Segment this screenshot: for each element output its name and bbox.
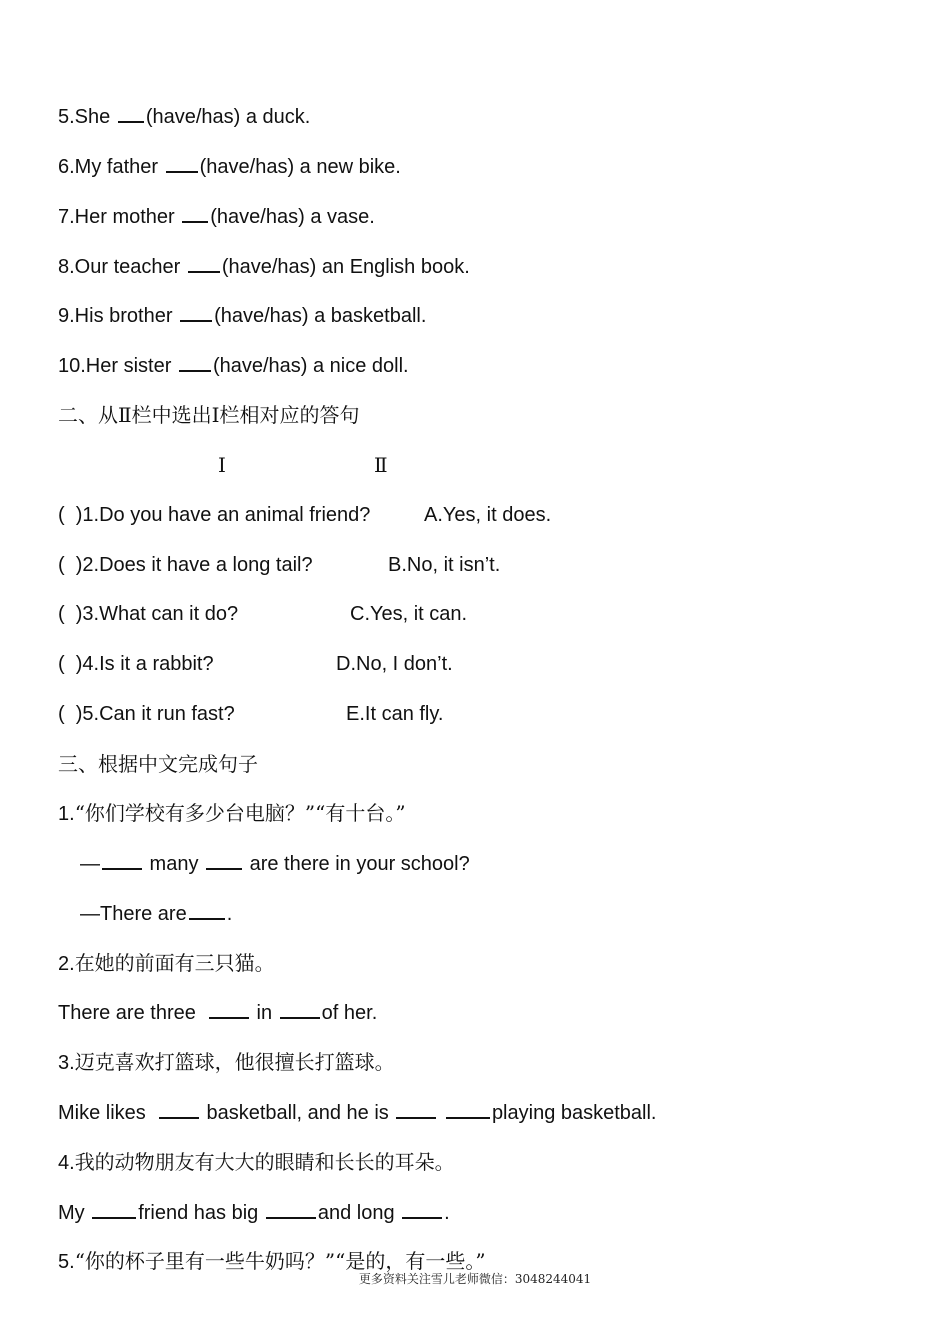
- answer-blank[interactable]: [166, 153, 198, 173]
- match-question: ( )2.Does it have a long tail?: [58, 554, 313, 576]
- exercise-line: 7.Her mother (have/has) a vase.: [58, 203, 375, 230]
- answer-line: Mike likes basketball, and he is playing basketball.: [58, 1099, 657, 1126]
- answer-line: —There are .: [80, 900, 232, 927]
- answer-blank[interactable]: [209, 999, 249, 1019]
- exercise-line: 8.Our teacher (have/has) an English book.: [58, 253, 470, 280]
- match-question: ( )5.Can it run fast?: [58, 703, 235, 725]
- exercise-line: 5.She (have/has) a duck.: [58, 103, 310, 130]
- answer-blank[interactable]: [206, 850, 242, 870]
- question-cn: 1.“你们学校有多少台电脑？”“有十台。”: [58, 801, 406, 825]
- answer-blank[interactable]: [179, 352, 211, 372]
- exercise-line: 10.Her sister (have/has) a nice doll.: [58, 352, 409, 379]
- exercise-line: 9.His brother (have/has) a basketball.: [58, 302, 426, 329]
- answer-blank[interactable]: [280, 999, 320, 1019]
- answer-line: There are three in of her.: [58, 999, 377, 1026]
- match-answer: B.No, it isn’t.: [388, 554, 501, 576]
- answer-blank[interactable]: [189, 900, 225, 920]
- question-cn: 3.迈克喜欢打篮球，他很擅长打篮球。: [58, 1050, 395, 1074]
- answer-line: — many are there in your school?: [80, 850, 470, 877]
- answer-blank[interactable]: [118, 103, 144, 123]
- match-answer: C.Yes, it can.: [350, 603, 468, 625]
- match-question: ( )3.What can it do?: [58, 603, 239, 625]
- answer-blank[interactable]: [188, 253, 220, 273]
- question-cn: 2.在她的前面有三只猫。: [58, 951, 275, 975]
- section-heading: 二、从Ⅱ栏中选出Ⅰ栏相对应的答句: [58, 403, 360, 427]
- answer-blank[interactable]: [182, 203, 208, 223]
- answer-blank[interactable]: [159, 1099, 199, 1119]
- answer-blank[interactable]: [396, 1099, 436, 1119]
- footer-note: 更多资料关注雪儿老师微信：3048244041: [358, 1272, 592, 1286]
- answer-blank[interactable]: [102, 850, 142, 870]
- answer-blank[interactable]: [180, 302, 212, 322]
- question-cn: 4.我的动物朋友有大大的眼睛和长长的耳朵。: [58, 1150, 455, 1174]
- question-cn: 5.“你的杯子里有一些牛奶吗？”“是的，有一些。”: [58, 1249, 486, 1273]
- answer-blank[interactable]: [92, 1199, 136, 1219]
- match-question: ( )4.Is it a rabbit?: [58, 653, 214, 675]
- match-question: ( )1.Do you have an animal friend?: [58, 504, 371, 526]
- match-answer: D.No, I don’t.: [336, 653, 453, 675]
- section-heading: 三、根据中文完成句子: [58, 752, 258, 776]
- answer-blank[interactable]: [446, 1099, 490, 1119]
- answer-blank[interactable]: [402, 1199, 442, 1219]
- match-answer: E.It can fly.: [346, 703, 444, 725]
- match-answer: A.Yes, it does.: [424, 504, 552, 526]
- answer-line: My friend has big and long .: [58, 1199, 450, 1226]
- column-label-1: Ⅰ: [218, 453, 226, 477]
- answer-blank[interactable]: [266, 1199, 316, 1219]
- column-label-2: Ⅱ: [374, 453, 388, 477]
- exercise-line: 6.My father (have/has) a new bike.: [58, 153, 401, 180]
